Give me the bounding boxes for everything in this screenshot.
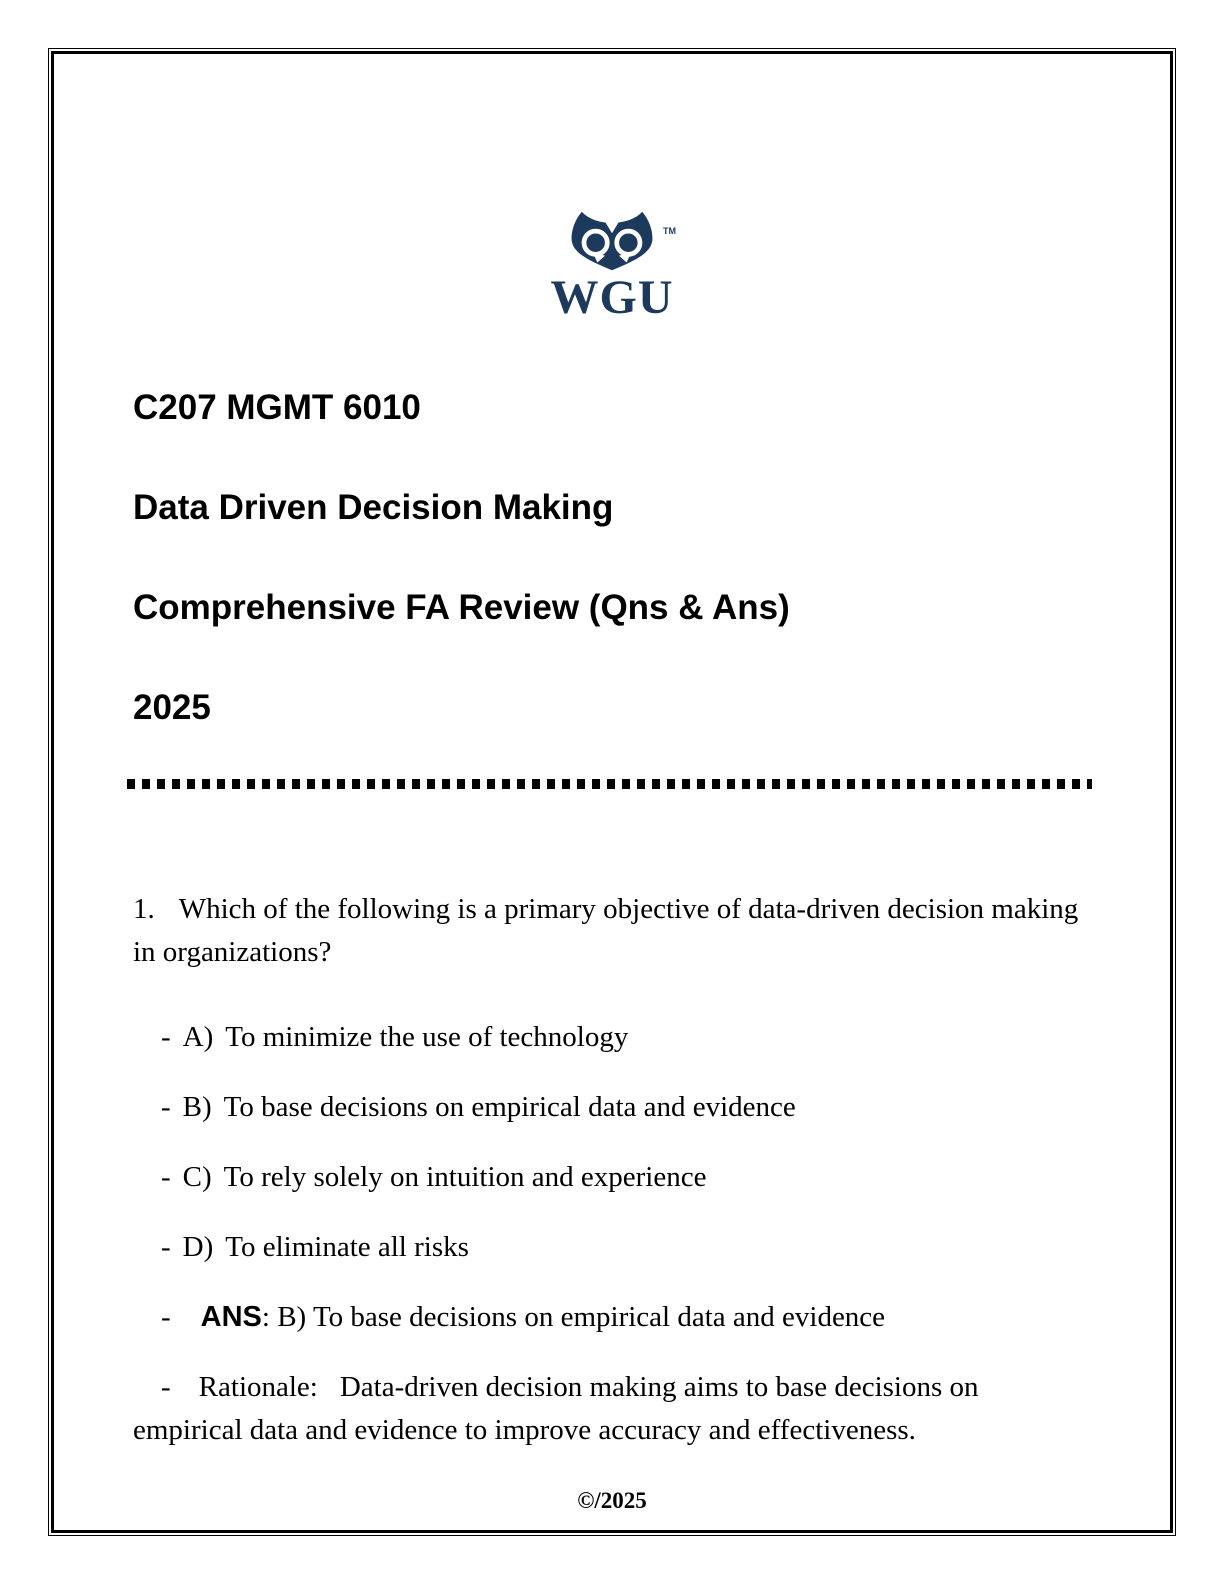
answer-text: : B) To base decisions on empirical data and evidence (261, 1301, 886, 1333)
answer-label: ANS (200, 1301, 262, 1333)
option-b-text: To base decisions on empirical data and evidence (223, 1091, 796, 1123)
option-d-dash: - (161, 1231, 171, 1263)
heading-year: 2025 (133, 688, 211, 727)
option-c-label: C) (182, 1161, 212, 1193)
option-a-label: A) (182, 1021, 214, 1053)
rationale-line (133, 1366, 1091, 1452)
answer-dash: - (161, 1301, 171, 1333)
option-b-label: B) (182, 1091, 212, 1123)
answer-line (133, 1296, 1091, 1339)
heading-subtitle: Data Driven Decision Making (133, 488, 614, 527)
option-b (133, 1086, 1091, 1129)
rationale-label: Rationale: (198, 1371, 318, 1403)
option-c-text: To rely solely on intuition and experience (223, 1161, 707, 1193)
option-d-label: D) (182, 1231, 214, 1263)
rationale-dash: - (161, 1371, 171, 1403)
option-c (133, 1156, 1091, 1199)
option-a-text: To minimize the use of technology (225, 1021, 629, 1053)
trademark-symbol: TM (663, 226, 676, 236)
option-d (133, 1226, 1091, 1269)
option-a (133, 1016, 1091, 1059)
wgu-logo (542, 210, 682, 324)
footer-copyright: ©/2025 (577, 1488, 647, 1513)
owl-icon (568, 210, 656, 272)
option-d-text: To eliminate all risks (225, 1231, 469, 1263)
option-b-dash: - (161, 1091, 171, 1123)
option-a-dash: - (161, 1021, 171, 1053)
rationale-text: Data-driven decision making aims to base decisions on empirical data and evidence to improve accuracy and effectiveness. (133, 1371, 979, 1446)
question-paragraph (133, 888, 1091, 974)
wgu-wordmark: WGU (550, 271, 674, 324)
question-number: 1. (133, 893, 155, 925)
page-inner-border (51, 51, 1173, 1533)
heading-review: Comprehensive FA Review (Qns & Ans) (133, 588, 790, 627)
question-text: Which of the following is a primary objective of data-driven decision making in organizations? (133, 893, 1079, 968)
page-border-frame (48, 48, 1176, 1536)
heading-course: C207 MGMT 6010 (133, 388, 421, 427)
option-c-dash: - (161, 1161, 171, 1193)
dotted-separator (127, 779, 1092, 789)
